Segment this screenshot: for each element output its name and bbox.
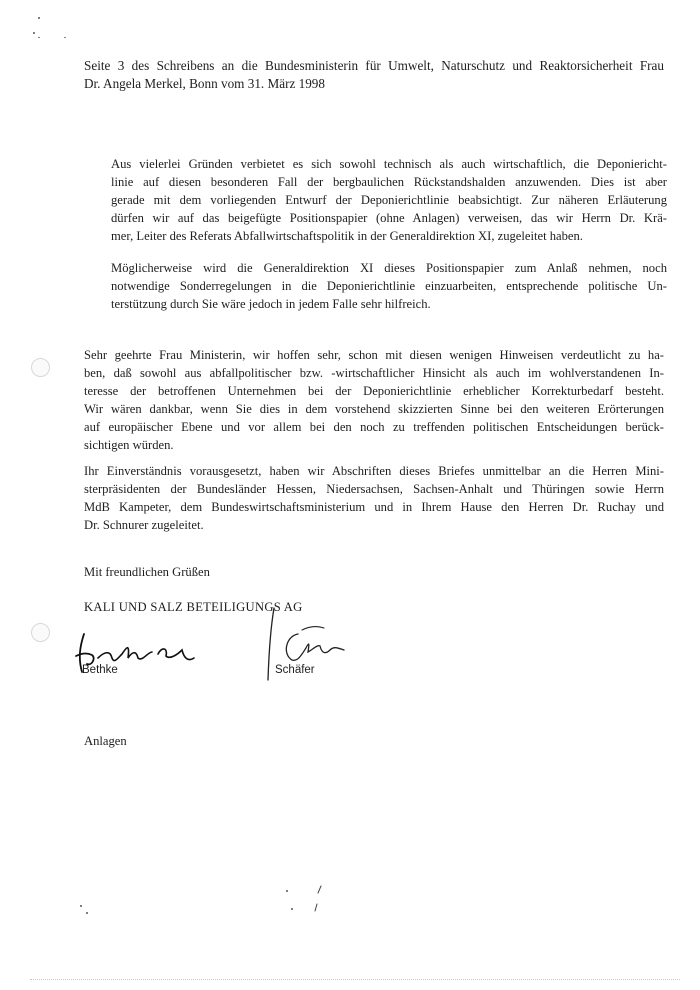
scan-speck: [291, 908, 293, 910]
page-header: [84, 57, 664, 93]
text-line: mer, Leiter des Referats Abfallwirtschaftspolitik in der Generaldirektion XI, zugeleitet haben.: [111, 229, 583, 243]
punch-hole: [31, 623, 50, 642]
text-line: sichtigen würden.: [84, 438, 174, 452]
body-paragraph: [84, 462, 664, 534]
scan-speck: [38, 37, 40, 38]
signer-name: Schäfer: [275, 664, 315, 676]
text-line: gerade mit dem vorliegenden Entwurf der Deponierichtlinie beabsichtigt. Zur näheren Erläuterung: [111, 193, 667, 207]
text-line: notwendige Sonderregelungen in die Deponierichtlinie einzuarbeiten, entsprechende politische Un-: [111, 279, 667, 293]
quoted-paragraph: [111, 155, 667, 245]
scan-speck: [33, 32, 35, 34]
text-line: auf europäischer Ebene und vor allem bei den noch zu treffenden politischen Entscheidungen berück-: [84, 420, 664, 434]
attachments-label: Anlagen: [84, 734, 127, 748]
scan-speck: [38, 17, 40, 19]
signer-name: Bethke: [82, 664, 118, 676]
header-line: Dr. Angela Merkel, Bonn vom 31. März 1998: [84, 76, 325, 91]
text-line: ben, daß sowohl aus abfallpolitischer bzw. -wirtschaftlicher Hinsicht als auch im wohlverstandenen In-: [84, 366, 664, 380]
quoted-paragraph: [111, 259, 667, 313]
text-line: Sehr geehrte Frau Ministerin, wir hoffen sehr, schon mit diesen wenigen Hinweisen verdeutlicht zu ha-: [84, 348, 664, 362]
text-line: teresse der betroffenen Unternehmen bei der Deponierichtlinie erheblicher Korrekturbedarf besteht.: [84, 384, 664, 398]
text-line: Wir wären dankbar, wenn Sie dies in dem vorstehend skizzierten Sinne bei den weiteren Erörterungen: [84, 402, 664, 416]
text-line: linie auf diesen besonderen Fall der bergbaulichen Rückstandshalden anzuwenden. Dies ist aber: [111, 175, 667, 189]
header-line: Seite 3 des Schreibens an die Bundesministerin für Umwelt, Naturschutz und Reaktorsicherheit Frau: [84, 58, 664, 73]
text-line: dürfen wir auf das beigefügte Positionspapier (ohne Anlagen) verweisen, das wir Herrn Dr. Krä-: [111, 211, 667, 225]
scan-speck: [80, 905, 82, 907]
punch-hole: [31, 358, 50, 377]
text-line: Möglicherweise wird die Generaldirektion XI dieses Positionspapier zum Anlaß nehmen, noch: [111, 261, 667, 275]
text-line: Aus vielerlei Gründen verbietet es sich sowohl technisch als auch wirtschaftlich, die Deponiericht-: [111, 157, 667, 171]
text-line: terstützung durch Sie wäre jedoch in jedem Falle sehr hilfreich.: [111, 297, 431, 311]
greeting: Mit freundlichen Grüßen: [84, 565, 210, 579]
scan-mark: [312, 884, 326, 914]
scan-speck: [64, 37, 66, 38]
body-paragraph: [84, 346, 664, 454]
text-line: Ihr Einverständnis vorausgesetzt, haben wir Abschriften dieses Briefes unmittelbar an die Herren Mini-: [84, 464, 664, 478]
text-line: MdB Kampeter, dem Bundeswirtschaftsministerium und in Ihrem Hause den Herren Dr. Ruchay und: [84, 500, 664, 514]
text-line: sterpräsidenten der Bundesländer Hessen, Niedersachsen, Sachsen-Anhalt und Thüringen sowie Herrn: [84, 482, 664, 496]
scan-speck: [86, 912, 88, 914]
company-name: KALI UND SALZ BETEILIGUNGS AG: [84, 600, 303, 614]
text-line: Dr. Schnurer zugeleitet.: [84, 518, 204, 532]
bottom-edge-dots: [30, 979, 680, 981]
scan-speck: [286, 890, 288, 892]
